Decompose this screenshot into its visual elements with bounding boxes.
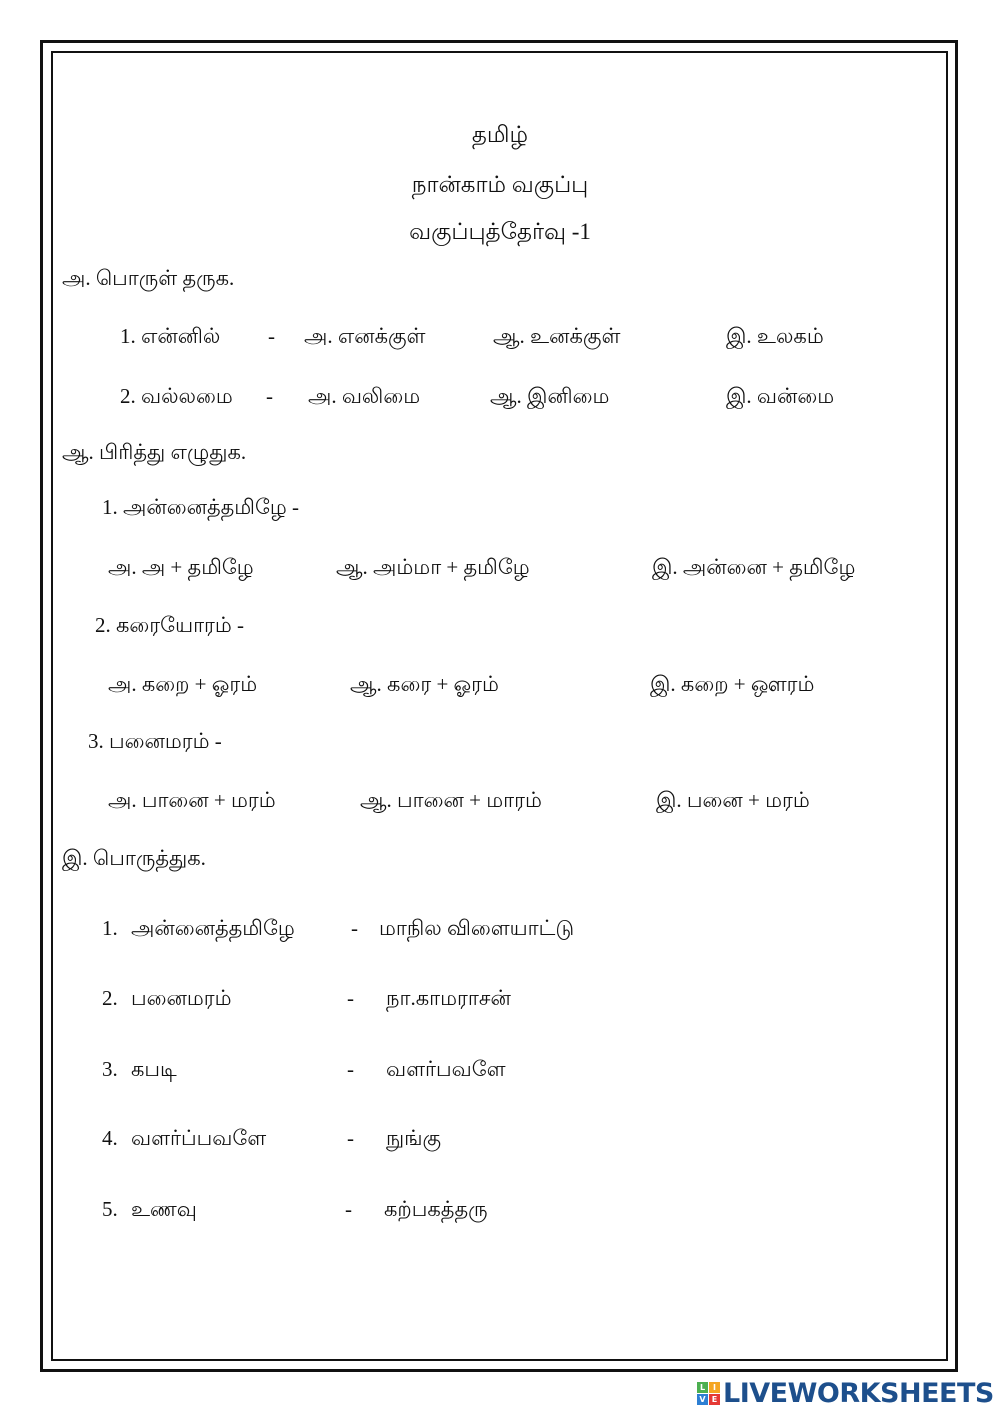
option[interactable]: ஆ. இனிமை [490,384,610,408]
dash: - [266,384,273,408]
dash: - [345,1197,352,1221]
match-number: 4. [102,1126,118,1150]
question-b2: 2. கரையோரம் - [95,613,245,637]
logo-tile: V [697,1394,708,1405]
option[interactable]: இ. பனை + மரம் [656,788,810,812]
option[interactable]: ஆ. பானை + மாரம் [360,788,542,812]
match-right[interactable]: நுங்கு [386,1126,442,1150]
logo-tile: I [709,1382,720,1393]
dash: - [347,1057,354,1081]
option[interactable]: இ. வன்மை [726,384,835,408]
option[interactable]: அ. வலிமை [308,384,421,408]
question-b3: 3. பனைமரம் - [88,729,222,753]
dash: - [347,986,354,1010]
subject-title: தமிழ் [471,122,529,147]
option[interactable]: ஆ. அம்மா + தமிழே [336,555,530,579]
match-left[interactable]: கபடி [131,1057,177,1081]
section-c-title: இ. பொருத்துக. [62,846,206,870]
liveworksheets-logo [697,1379,994,1407]
test-title: வகுப்புத்தேர்வு -1 [409,219,591,244]
logo-tile: L [697,1382,708,1393]
option[interactable]: அ. அ + தமிழே [108,555,254,579]
match-number: 2. [102,986,118,1010]
match-right[interactable]: வளர்பவளே [386,1057,506,1081]
grade-title: நான்காம் வகுப்பு [411,172,589,197]
option[interactable]: இ. உலகம் [726,324,824,348]
dash: - [347,1126,354,1150]
section-a-title: அ. பொருள் தருக. [62,266,235,290]
logo-tile: E [709,1394,720,1405]
option[interactable]: அ. எனக்குள் [304,324,426,348]
logo-text: LIVEWORKSHEETS [723,1377,994,1409]
option[interactable]: அ. பானை + மரம் [108,788,276,812]
option[interactable]: இ. அன்னை + தமிழே [652,555,856,579]
match-right[interactable]: நா.காமராசன் [386,986,511,1010]
question-b1: 1. அன்னைத்தமிழே - [102,495,300,519]
match-right[interactable]: கற்பகத்தரு [384,1197,488,1221]
option[interactable]: இ. கறை + ஔரம் [650,672,815,696]
logo-tiles-icon [697,1382,720,1405]
question-a1: 1. என்னில் [120,324,221,348]
option[interactable]: அ. கறை + ஓரம் [108,672,258,696]
option[interactable]: ஆ. உனக்குள் [493,324,621,348]
match-left[interactable]: பனைமரம் [131,986,232,1010]
match-left[interactable]: அன்னைத்தமிழே [131,916,295,940]
question-a2: 2. வல்லமை [120,384,233,408]
match-number: 5. [102,1197,118,1221]
match-number: 1. [102,916,118,940]
section-b-title: ஆ. பிரித்து எழுதுக. [62,440,247,464]
dash: - [351,916,358,940]
match-left[interactable]: வளர்ப்பவளே [131,1126,267,1150]
dash: - [268,324,275,348]
match-left[interactable]: உணவு [131,1197,197,1221]
match-number: 3. [102,1057,118,1081]
match-right[interactable]: மாநில விளையாட்டு [379,916,575,940]
option[interactable]: ஆ. கரை + ஓரம் [350,672,499,696]
